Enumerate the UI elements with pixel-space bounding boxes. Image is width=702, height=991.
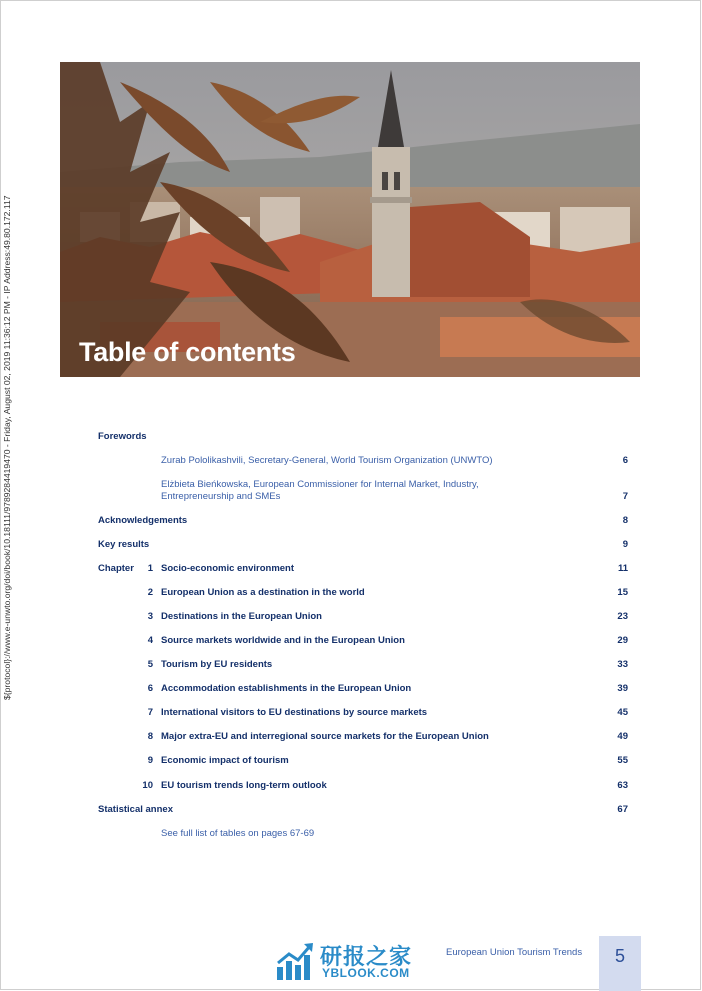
toc-page-number: 33 [617, 659, 628, 670]
toc-page-number: 11 [617, 563, 628, 574]
toc-chapter-4[interactable]: Source markets worldwide and in the European Union [161, 635, 405, 646]
download-stamp: ${protocol}://www.e-unwto.org/doi/book/10.18111/9789284419470 - Friday, August 02, 2019 11:36:12 PM - IP Address:49.80.172.117 [2, 195, 12, 700]
toc-page-number: 7 [622, 491, 628, 502]
toc-page-number: 45 [617, 707, 628, 718]
toc-page-number: 55 [617, 755, 628, 766]
toc-forewords-heading[interactable]: Forewords [98, 431, 147, 442]
page-title: Table of contents [79, 337, 296, 367]
city-photo [60, 62, 640, 377]
publication-title: European Union Tourism Trends [446, 947, 583, 958]
toc-chapter-5[interactable]: Tourism by EU residents [161, 659, 273, 670]
logo-wordmark-en: YBLOOK.COM [322, 966, 410, 980]
toc-page-number: 63 [617, 780, 628, 791]
toc-page-number: 49 [617, 731, 628, 742]
toc-chapter-8[interactable]: Major extra-EU and interregional source markets for the European Union [161, 731, 489, 742]
hero-image [60, 62, 640, 377]
chapter-number: 6 [147, 683, 153, 694]
chapter-number: 8 [147, 731, 153, 742]
toc-chapter-9[interactable]: Economic impact of tourism [161, 755, 289, 766]
toc-page-number: 6 [622, 455, 628, 466]
toc-page-number: 23 [617, 611, 628, 622]
toc-chapter-2[interactable]: European Union as a destination in the world [161, 587, 365, 598]
toc-statistical-annex[interactable]: Statistical annex [98, 804, 173, 815]
logo-wordmark-cn: 研报之家 [320, 944, 413, 969]
toc-page-number: 15 [617, 587, 628, 598]
page-number: 5 [614, 946, 625, 966]
chapter-number: 4 [147, 635, 153, 646]
toc-key-results[interactable]: Key results [98, 539, 150, 550]
toc-chapter-3[interactable]: Destinations in the European Union [161, 611, 322, 622]
toc-acknowledgements[interactable]: Acknowledgements [98, 515, 188, 526]
toc-foreword-commissioner-line1[interactable]: Elżbieta Bieńkowska, European Commissioner for Internal Market, Industry, [161, 479, 479, 490]
toc-foreword-commissioner-line2[interactable]: Entrepreneurship and SMEs [161, 491, 281, 502]
chapter-number: 3 [147, 611, 153, 622]
chapter-number: 5 [147, 659, 153, 670]
toc-foreword-unwto[interactable]: Zurab Pololikashvili, Secretary-General, World Tourism Organization (UNWTO) [161, 455, 493, 466]
chapter-number: 7 [147, 707, 153, 718]
toc-chapter-6[interactable]: Accommodation establishments in the European Union [161, 683, 412, 694]
chapter-number: 2 [147, 587, 153, 598]
toc-tables-note[interactable]: See full list of tables on pages 67-69 [161, 828, 315, 839]
chapter-number: 10 [142, 780, 153, 791]
toc-chapter-7[interactable]: International visitors to EU destinations by source markets [161, 707, 428, 718]
chapter-number: 1 [147, 563, 153, 574]
toc-page-number: 8 [622, 515, 628, 526]
toc-chapter-10[interactable]: EU tourism trends long-term outlook [161, 780, 327, 791]
chapter-number: 9 [147, 755, 153, 766]
yblook-logo-icon [276, 941, 314, 981]
toc-page-number: 39 [617, 683, 628, 694]
toc-chapter-label: Chapter [98, 563, 134, 574]
page-number-box [599, 936, 641, 991]
toc-page-number: 67 [617, 804, 628, 815]
toc-chapter-1[interactable]: Socio-economic environment [161, 563, 295, 574]
toc-page-number: 9 [622, 539, 628, 550]
toc-page-number: 29 [617, 635, 628, 646]
